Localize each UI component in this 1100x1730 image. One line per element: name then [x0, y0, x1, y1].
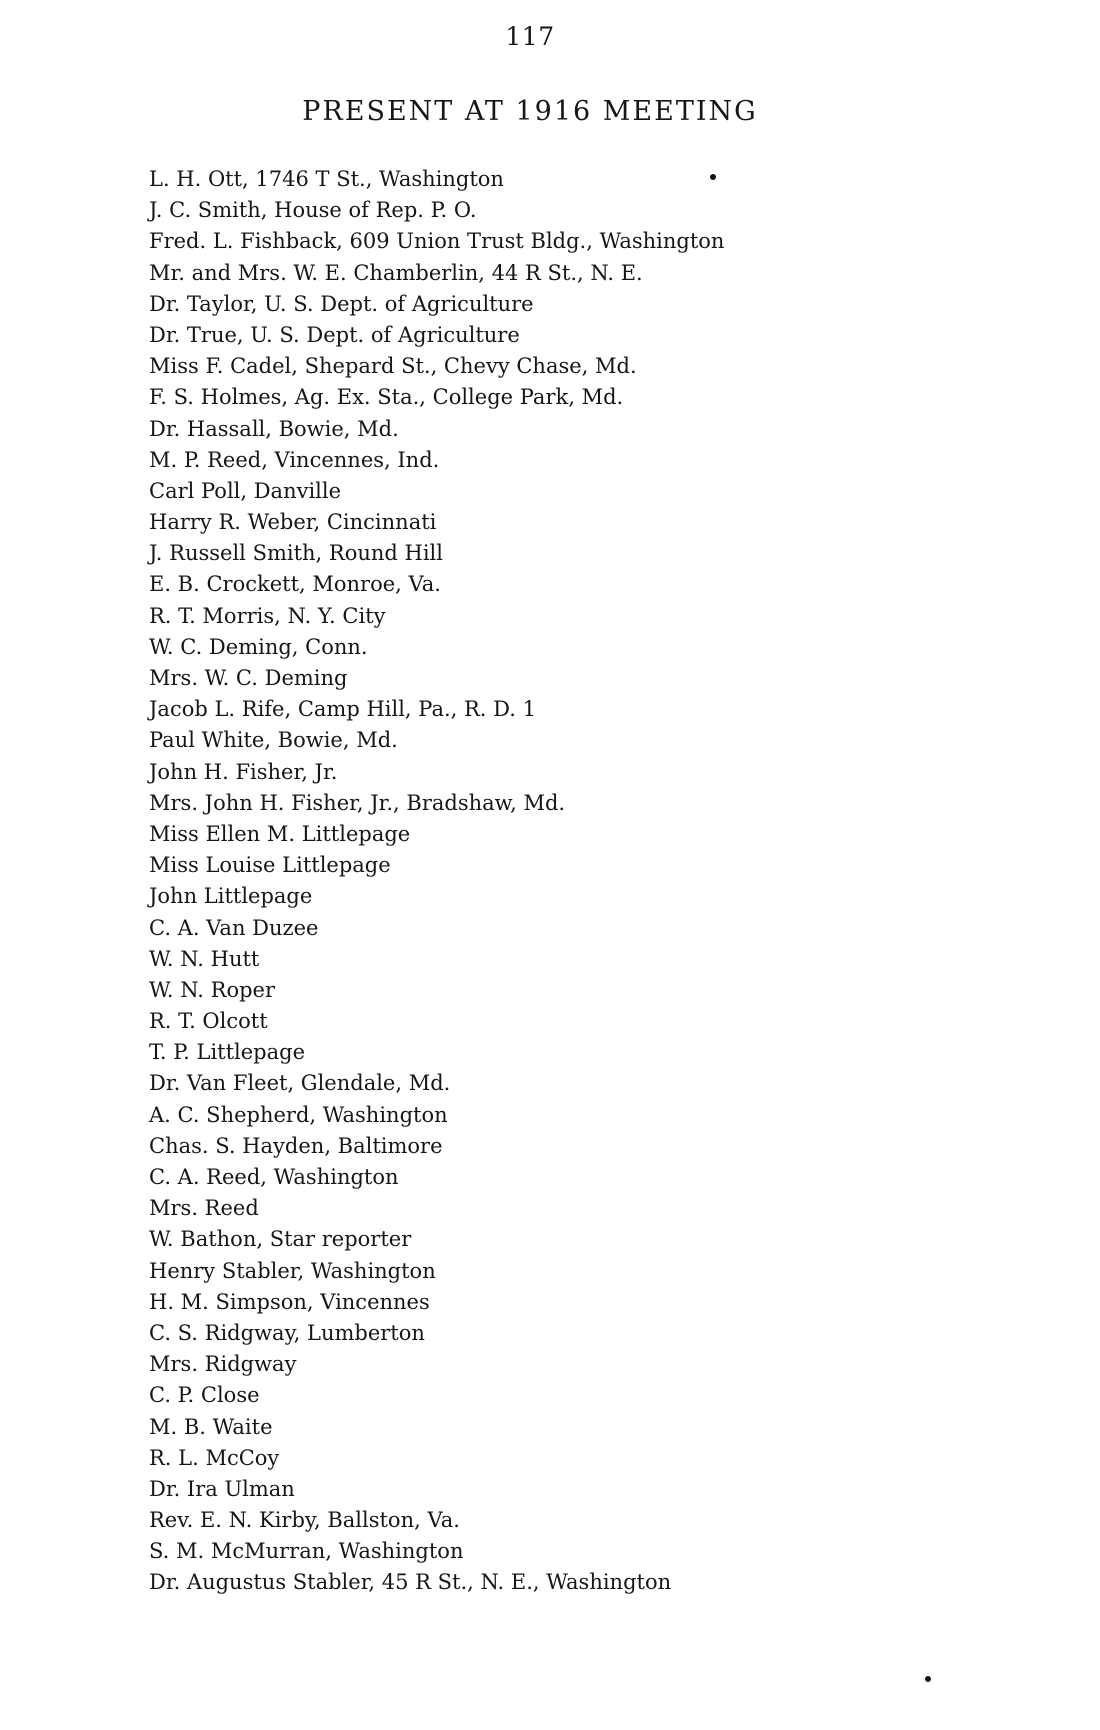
list-item: T. P. Littlepage — [149, 1040, 306, 1065]
list-item: Dr. Ira Ulman — [149, 1476, 295, 1501]
list-item: W. Bathon, Star reporter — [149, 1227, 412, 1252]
list-item: John Littlepage — [149, 884, 313, 909]
list-item: M. P. Reed, Vincennes, Ind. — [149, 447, 440, 472]
list-item: Dr. Van Fleet, Glendale, Md. — [149, 1071, 451, 1096]
ink-speck — [925, 1676, 931, 1682]
list-item: Henry Stabler, Washington — [149, 1258, 436, 1283]
list-item: John H. Fisher, Jr. — [149, 759, 338, 784]
list-item: L. H. Ott, 1746 T St., Washington — [149, 167, 504, 191]
ink-speck — [710, 174, 716, 180]
list-item: C. A. Van Duzee — [149, 915, 319, 940]
list-item: W. N. Roper — [149, 977, 276, 1002]
list-item: Dr. Taylor, U. S. Dept. of Agriculture — [149, 291, 534, 316]
list-item: W. N. Hutt — [149, 946, 260, 971]
list-item: R. T. Morris, N. Y. City — [149, 603, 386, 628]
list-item: Carl Poll, Danville — [149, 478, 342, 503]
list-item: Dr. Hassall, Bowie, Md. — [149, 416, 399, 441]
list-item: Mr. and Mrs. W. E. Chamberlin, 44 R St., N. E. — [149, 260, 643, 285]
list-item: C. A. Reed, Washington — [149, 1165, 399, 1189]
list-item: Mrs. W. C. Deming — [149, 666, 348, 690]
list-item: Mrs. John H. Fisher, Jr., Bradshaw, Md. — [149, 790, 566, 815]
list-item: R. L. McCoy — [149, 1445, 280, 1470]
list-item: Miss Louise Littlepage — [149, 853, 391, 878]
list-item: W. C. Deming, Conn. — [149, 634, 368, 659]
attendee-list — [149, 164, 724, 1599]
list-item: A. C. Shepherd, Washington — [149, 1102, 448, 1127]
list-item: C. S. Ridgway, Lumberton — [149, 1320, 425, 1345]
list-item: J. Russell Smith, Round Hill — [149, 541, 443, 566]
list-item: Rev. E. N. Kirby, Ballston, Va. — [149, 1508, 460, 1533]
list-item: R. T. Olcott — [149, 1009, 268, 1034]
list-item: F. S. Holmes, Ag. Ex. Sta., College Park, Md. — [149, 385, 624, 410]
list-item: Mrs. Ridgway — [149, 1352, 297, 1377]
list-item: Dr. Augustus Stabler, 45 R St., N. E., Washington — [149, 1570, 672, 1595]
list-item: Mrs. Reed — [149, 1196, 259, 1221]
list-item: C. P. Close — [149, 1383, 260, 1408]
list-item: Jacob L. Rife, Camp Hill, Pa., R. D. 1 — [149, 697, 536, 722]
page-number: 117 — [505, 22, 555, 51]
list-item: J. C. Smith, House of Rep. P. O. — [149, 198, 477, 223]
list-item: Dr. True, U. S. Dept. of Agriculture — [149, 322, 520, 347]
list-item: E. B. Crockett, Monroe, Va. — [149, 572, 441, 597]
list-item: Paul White, Bowie, Md. — [149, 728, 398, 753]
list-item: M. B. Waite — [149, 1414, 273, 1439]
list-item: Miss Ellen M. Littlepage — [149, 821, 411, 846]
list-item: Miss F. Cadel, Shepard St., Chevy Chase, Md. — [149, 354, 637, 379]
list-item: Harry R. Weber, Cincinnati — [149, 510, 437, 535]
list-item: Chas. S. Hayden, Baltimore — [149, 1133, 443, 1158]
list-item: S. M. McMurran, Washington — [149, 1539, 464, 1564]
list-item: H. M. Simpson, Vincennes — [149, 1289, 430, 1314]
page-title: PRESENT AT 1916 MEETING — [302, 96, 758, 127]
list-item: Fred. L. Fishback, 609 Union Trust Bldg., Washington — [149, 229, 725, 254]
